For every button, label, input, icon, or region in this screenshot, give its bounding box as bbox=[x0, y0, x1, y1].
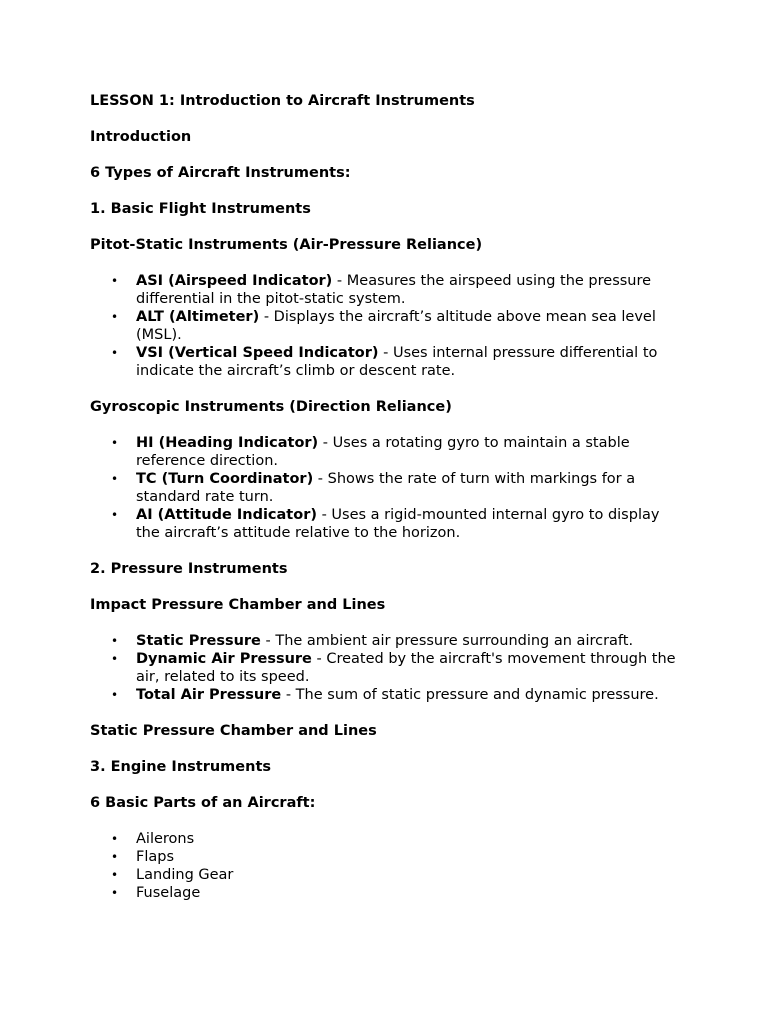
basic-parts-list bbox=[90, 830, 690, 902]
list-item bbox=[90, 650, 676, 686]
document-page bbox=[90, 92, 690, 920]
list-item bbox=[90, 884, 676, 902]
item-description: - Uses internal pressure differential to indicate the aircraft’s climb or descent rate. bbox=[136, 345, 658, 379]
item-description: - Created by the aircraft's movement through the air, related to its speed. bbox=[136, 651, 676, 685]
part-name: Landing Gear bbox=[136, 867, 234, 883]
bullet-icon: • bbox=[111, 274, 119, 288]
bullet-icon: • bbox=[111, 688, 119, 702]
impact-pressure-heading: Impact Pressure Chamber and Lines bbox=[90, 597, 386, 613]
list-item bbox=[90, 830, 676, 848]
item-description: - Measures the airspeed using the pressure differential in the pitot-static system. bbox=[136, 273, 652, 307]
bullet-icon: • bbox=[111, 652, 119, 666]
part-name: Fuselage bbox=[136, 885, 201, 901]
list-item bbox=[90, 848, 676, 866]
item-term: ALT (Altimeter) bbox=[136, 309, 260, 325]
list-item bbox=[90, 434, 676, 470]
static-pressure-heading: Static Pressure Chamber and Lines bbox=[90, 723, 377, 739]
item-term: TC (Turn Coordinator) bbox=[136, 471, 314, 487]
section-engine-heading: 3. Engine Instruments bbox=[90, 759, 272, 775]
item-term: Dynamic Air Pressure bbox=[136, 651, 312, 667]
basic-parts-heading: 6 Basic Parts of an Aircraft: bbox=[90, 795, 316, 811]
pitot-static-list bbox=[90, 272, 690, 380]
bullet-icon: • bbox=[111, 868, 119, 882]
part-name: Flaps bbox=[136, 849, 175, 865]
list-item bbox=[90, 272, 676, 308]
bullet-icon: • bbox=[111, 346, 119, 360]
list-item bbox=[90, 470, 676, 506]
gyroscopic-heading: Gyroscopic Instruments (Direction Reliance) bbox=[90, 399, 452, 415]
bullet-icon: • bbox=[111, 634, 119, 648]
item-term: AI (Attitude Indicator) bbox=[136, 507, 317, 523]
list-item bbox=[90, 632, 676, 650]
bullet-icon: • bbox=[111, 832, 119, 846]
list-item bbox=[90, 308, 676, 344]
section-pressure-heading: 2. Pressure Instruments bbox=[90, 561, 288, 577]
item-description: - The sum of static pressure and dynamic pressure. bbox=[281, 687, 659, 703]
list-item bbox=[90, 866, 676, 884]
list-item bbox=[90, 506, 676, 542]
gyroscopic-list bbox=[90, 434, 690, 542]
instrument-types-heading: 6 Types of Aircraft Instruments: bbox=[90, 165, 351, 181]
item-term: VSI (Vertical Speed Indicator) bbox=[136, 345, 379, 361]
section-basic-flight-heading: 1. Basic Flight Instruments bbox=[90, 201, 311, 217]
item-term: ASI (Airspeed Indicator) bbox=[136, 273, 333, 289]
list-item bbox=[90, 344, 676, 380]
bullet-icon: • bbox=[111, 508, 119, 522]
pitot-static-heading: Pitot-Static Instruments (Air-Pressure Reliance) bbox=[90, 237, 483, 253]
bullet-icon: • bbox=[111, 310, 119, 324]
bullet-icon: • bbox=[111, 472, 119, 486]
item-description: - Displays the aircraft’s altitude above mean sea level (MSL). bbox=[136, 309, 656, 343]
impact-pressure-list bbox=[90, 632, 690, 704]
item-term: Total Air Pressure bbox=[136, 687, 282, 703]
part-name: Ailerons bbox=[136, 831, 195, 847]
introduction-heading: Introduction bbox=[90, 129, 192, 145]
item-description: - Uses a rigid-mounted internal gyro to display the aircraft’s attitude relative to the horizon. bbox=[136, 507, 660, 541]
bullet-icon: • bbox=[111, 850, 119, 864]
lesson-title: LESSON 1: Introduction to Aircraft Instruments bbox=[90, 93, 475, 109]
item-term: HI (Heading Indicator) bbox=[136, 435, 319, 451]
list-item bbox=[90, 686, 676, 704]
bullet-icon: • bbox=[111, 436, 119, 450]
item-term: Static Pressure bbox=[136, 633, 261, 649]
bullet-icon: • bbox=[111, 886, 119, 900]
item-description: - Shows the rate of turn with markings for a standard rate turn. bbox=[136, 471, 636, 505]
item-description: - Uses a rotating gyro to maintain a stable reference direction. bbox=[136, 435, 630, 469]
item-description: - The ambient air pressure surrounding an aircraft. bbox=[260, 633, 634, 649]
